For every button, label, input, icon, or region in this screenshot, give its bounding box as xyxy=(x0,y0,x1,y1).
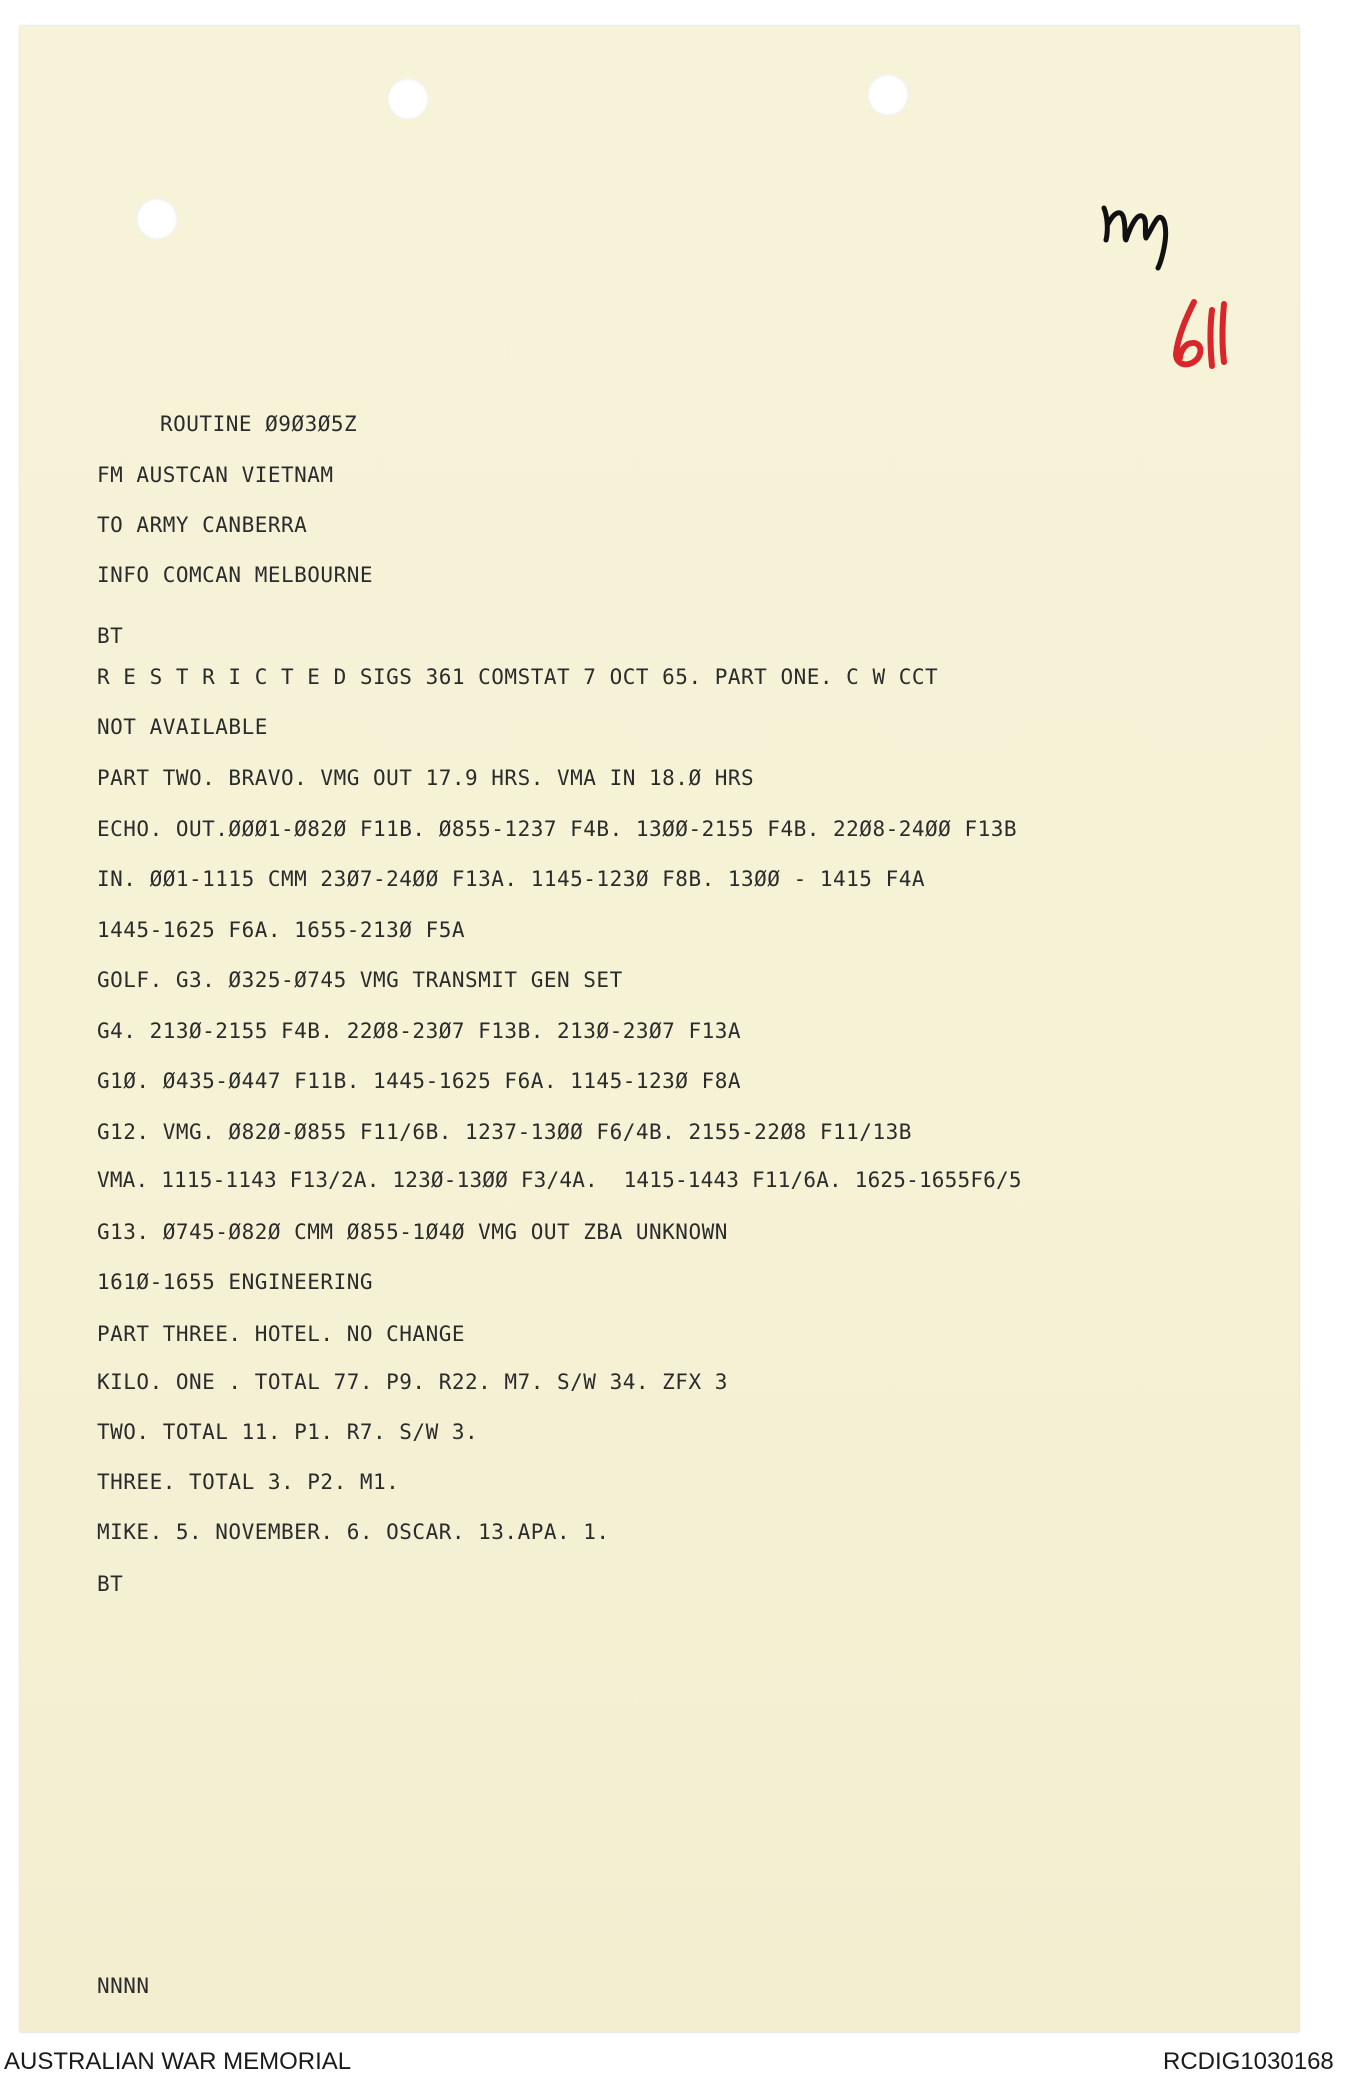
message-body-line: VMA. 1115-1143 F13/2A. 123Ø-13ØØ F3/4A. 1415-1443 F11/6A. 1625-1655F6/5 xyxy=(97,1168,1022,1192)
message-from-line: FM AUSTCAN VIETNAM xyxy=(97,463,334,487)
message-body-line: PART THREE. HOTEL. NO CHANGE xyxy=(97,1322,466,1346)
message-body-line: 161Ø-1655 ENGINEERING xyxy=(97,1270,374,1294)
message-body-line: G12. VMG. Ø82Ø-Ø855 F11/6B. 1237-13ØØ F6/4B. 2155-22Ø8 F11/13B xyxy=(97,1120,912,1144)
end-of-message-marker: NNNN xyxy=(97,1974,150,1998)
message-info-line: INFO COMCAN MELBOURNE xyxy=(97,563,374,587)
message-precedence-line: ROUTINE Ø9Ø3Ø5Z xyxy=(160,412,358,436)
message-body-line: NOT AVAILABLE xyxy=(97,715,268,739)
archive-reference-id: RCDIG1030168 xyxy=(1163,2048,1334,2075)
break-marker: BT xyxy=(97,624,124,648)
message-body-line: KILO. ONE . TOTAL 77. P9. R22. M7. S/W 34. ZFX 3 xyxy=(97,1370,728,1394)
message-body-line: G4. 213Ø-2155 F4B. 22Ø8-23Ø7 F13B. 213Ø-23Ø7 F13A xyxy=(97,1019,742,1043)
message-body-line: G13. Ø745-Ø82Ø CMM Ø855-1Ø4Ø VMG OUT ZBA UNKNOWN xyxy=(97,1220,728,1244)
message-to-line: TO ARMY CANBERRA xyxy=(97,513,308,537)
punch-hole xyxy=(136,198,178,240)
break-marker: BT xyxy=(97,1572,124,1596)
message-body-line: G1Ø. Ø435-Ø447 F11B. 1445-1625 F6A. 1145-123Ø F8A xyxy=(97,1069,742,1093)
message-body-line: PART TWO. BRAVO. VMG OUT 17.9 HRS. VMA IN 18.Ø HRS xyxy=(97,766,755,790)
punch-hole xyxy=(387,78,429,120)
punch-hole xyxy=(867,74,909,116)
archive-credit: AUSTRALIAN WAR MEMORIAL xyxy=(4,2048,352,2075)
handwritten-initials-icon xyxy=(1098,188,1178,272)
message-body-line: MIKE. 5. NOVEMBER. 6. OSCAR. 13.APA. 1. xyxy=(97,1520,610,1544)
message-body-line: GOLF. G3. Ø325-Ø745 VMG TRANSMIT GEN SET xyxy=(97,968,623,992)
message-body-line: 1445-1625 F6A. 1655-213Ø F5A xyxy=(97,918,466,942)
message-body-line: THREE. TOTAL 3. P2. M1. xyxy=(97,1470,400,1494)
red-folio-number-icon xyxy=(1168,296,1236,376)
message-body-line: TWO. TOTAL 11. P1. R7. S/W 3. xyxy=(97,1420,479,1444)
message-body-line: IN. ØØ1-1115 CMM 23Ø7-24ØØ F13A. 1145-123Ø F8B. 13ØØ - 1415 F4A xyxy=(97,867,926,891)
message-body-line: ECHO. OUT.ØØØ1-Ø82Ø F11B. Ø855-1237 F4B. 13ØØ-2155 F4B. 22Ø8-24ØØ F13B xyxy=(97,817,1018,841)
message-body-line: R E S T R I C T E D SIGS 361 COMSTAT 7 OCT 65. PART ONE. C W CCT xyxy=(97,665,939,689)
